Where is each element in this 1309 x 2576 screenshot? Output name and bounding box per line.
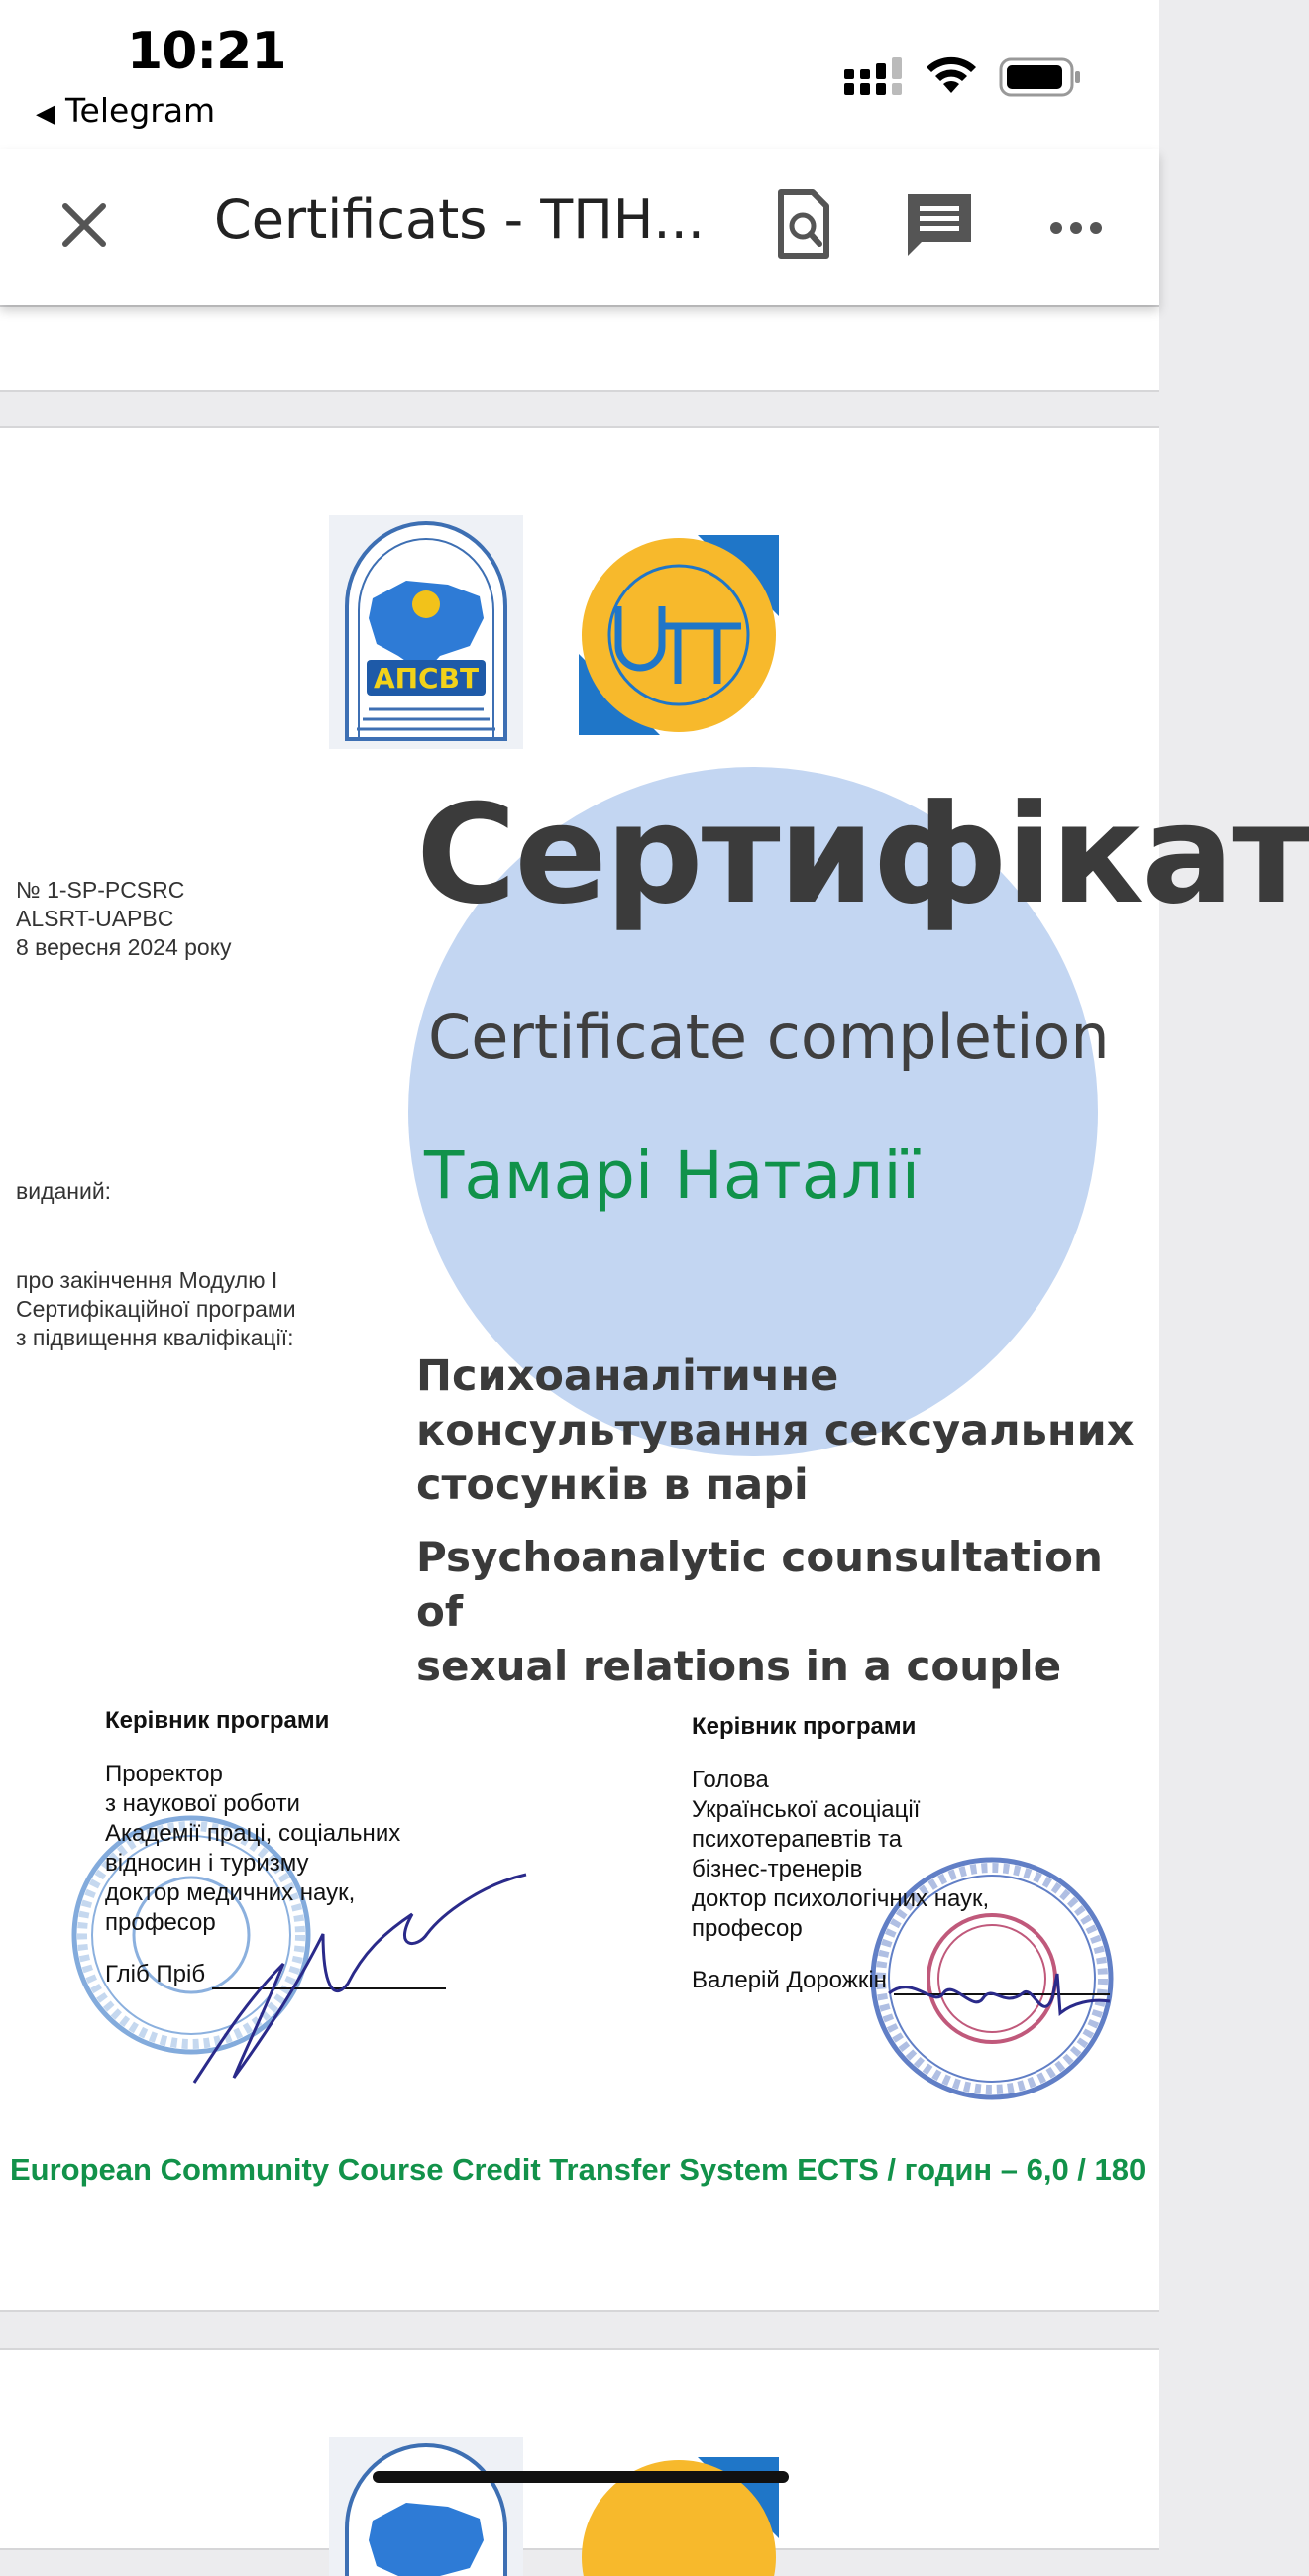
- course-en-line: sexual relations in a couple: [416, 1642, 1062, 1690]
- certificate-title: Сертифікат: [416, 775, 1309, 934]
- certificate-page: [0, 426, 1309, 2312]
- logo-left-text: АПСВТ: [373, 662, 480, 695]
- previous-page: [0, 305, 1159, 392]
- left-signer-line: Проректор: [105, 1761, 223, 1787]
- back-triangle-icon: ◀: [36, 99, 55, 129]
- apsvt-logo: [329, 515, 523, 749]
- number-line-2: ALSRT-UAPBC: [16, 906, 174, 931]
- course-uk-line: консультування сексуальних: [416, 1406, 1135, 1455]
- recipient-name: Тамарі Наталії: [424, 1137, 921, 1214]
- right-signer-line: професор: [692, 1915, 803, 1942]
- right-signer-line: бізнес-тренерів: [692, 1856, 863, 1882]
- wifi-icon: [924, 54, 979, 97]
- right-signer-line: Голова: [692, 1767, 769, 1793]
- left-signer-line: доктор медичних наук,: [105, 1879, 356, 1906]
- document-toolbar: [0, 149, 1159, 305]
- left-signer-line: професор: [105, 1909, 216, 1936]
- right-signer-line: доктор психологічних наук,: [692, 1885, 990, 1912]
- certificate-date: 8 вересня 2024 року: [16, 934, 232, 960]
- comment-icon[interactable]: [900, 184, 979, 264]
- document-search-icon[interactable]: [763, 184, 842, 264]
- about-text: [16, 1266, 296, 1352]
- issued-label: виданий:: [16, 1178, 112, 1204]
- course-title-en: [416, 1530, 1159, 1693]
- status-bar: [0, 0, 1159, 149]
- document-title: Certificats - ТПН...: [214, 188, 705, 251]
- left-signer-head: Керівник програми: [105, 1707, 330, 1734]
- next-page-logo-left: [329, 2437, 523, 2576]
- home-indicator[interactable]: [373, 2471, 789, 2483]
- ects-line: European Community Course Credit Transfer System ECTS / годин – 6,0 / 180: [10, 2152, 1146, 2187]
- about-line-2: Сертифікаційної програми: [16, 1296, 296, 1322]
- right-signer-line: психотерапевтів та: [692, 1826, 903, 1853]
- right-signature: [884, 1954, 1112, 2043]
- certificate-number: [16, 876, 232, 962]
- logo-right-text: UAPT: [677, 729, 681, 730]
- next-page: [0, 2348, 1159, 2550]
- more-icon[interactable]: [1036, 184, 1116, 264]
- left-signer-line: Академії праці, соціальних: [105, 1820, 401, 1847]
- right-signer-head: Керівник програми: [692, 1713, 917, 1740]
- course-en-line: Psychoanalytic counsultation of: [416, 1533, 1103, 1636]
- close-icon[interactable]: [50, 190, 119, 260]
- about-line-1: про закінчення Модулю І: [16, 1267, 278, 1293]
- left-signer-line: відносин і туризму: [105, 1850, 309, 1877]
- cellular-signal-icon: [844, 57, 908, 97]
- number-line-1: № 1-SP-PCSRC: [16, 877, 185, 903]
- left-signer-line: з наукової роботи: [105, 1790, 300, 1817]
- battery-icon: [999, 57, 1082, 97]
- status-time: 10:21: [127, 22, 286, 81]
- right-signer-name: Валерій Дорожкін: [692, 1967, 887, 1993]
- right-signer-line: Української асоціації: [692, 1796, 921, 1823]
- back-app-label: Telegram: [65, 91, 216, 130]
- course-title-uk: [416, 1349, 1134, 1513]
- course-uk-line: Психоаналітичне: [416, 1351, 839, 1401]
- course-uk-line: стосунків в парі: [416, 1460, 809, 1510]
- uapt-logo: [579, 535, 779, 735]
- back-to-app-link[interactable]: [36, 91, 215, 130]
- certificate-subtitle: Certificate completion: [428, 1001, 1110, 1073]
- left-signature: [174, 1855, 531, 2093]
- about-line-3: з підвищення кваліфікації:: [16, 1325, 294, 1350]
- left-signer-name: Гліб Пріб: [105, 1961, 206, 1987]
